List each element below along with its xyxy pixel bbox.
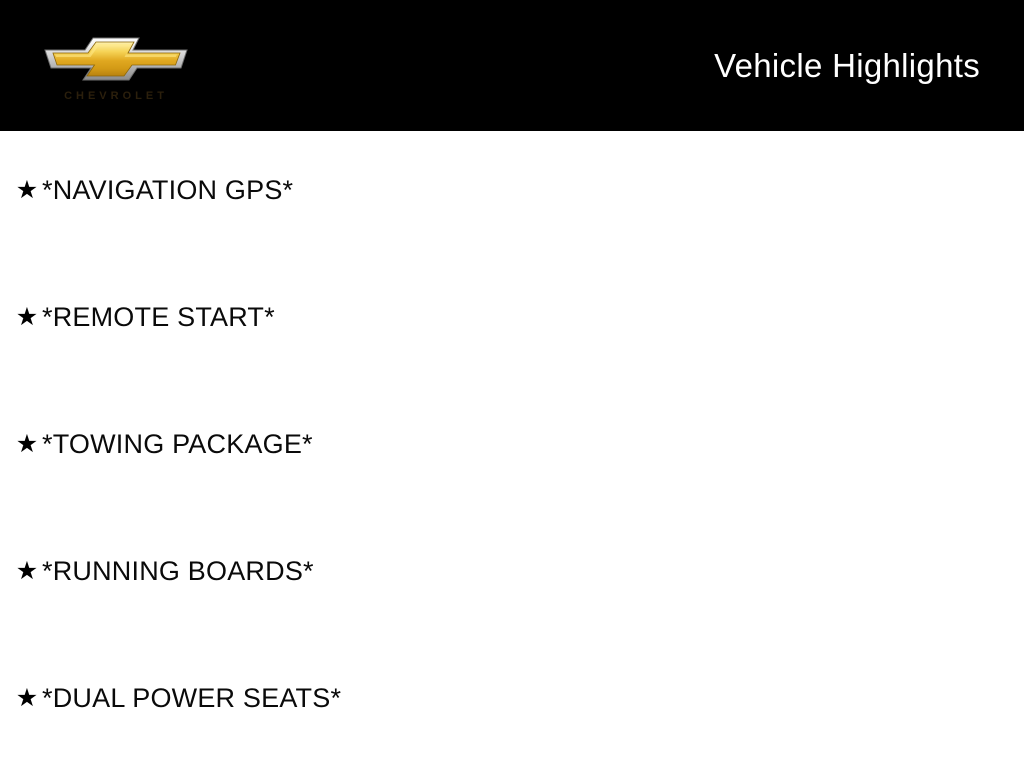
vehicle-highlights-list [0, 131, 1024, 768]
chevrolet-logo [36, 23, 196, 111]
highlight-label: *DUAL POWER SEATS* [42, 683, 342, 713]
chevrolet-wordmark: CHEVROLET [64, 89, 168, 102]
list-item [0, 175, 1024, 302]
page-header [0, 0, 1024, 131]
star-icon: ★ [15, 557, 39, 585]
list-item [0, 302, 1024, 429]
star-icon: ★ [15, 430, 39, 458]
highlight-label: *NAVIGATION GPS* [42, 175, 294, 205]
highlight-label: *REMOTE START* [42, 302, 275, 332]
list-item [0, 429, 1024, 556]
page-title: Vehicle Highlights [714, 47, 980, 84]
star-icon: ★ [15, 303, 39, 331]
list-item [0, 556, 1024, 683]
highlight-label: *TOWING PACKAGE* [42, 429, 313, 459]
chevrolet-bowtie-icon [41, 32, 191, 84]
star-icon: ★ [15, 176, 39, 204]
list-item [0, 683, 1024, 768]
highlight-label: *RUNNING BOARDS* [42, 556, 314, 586]
star-icon: ★ [15, 684, 39, 712]
